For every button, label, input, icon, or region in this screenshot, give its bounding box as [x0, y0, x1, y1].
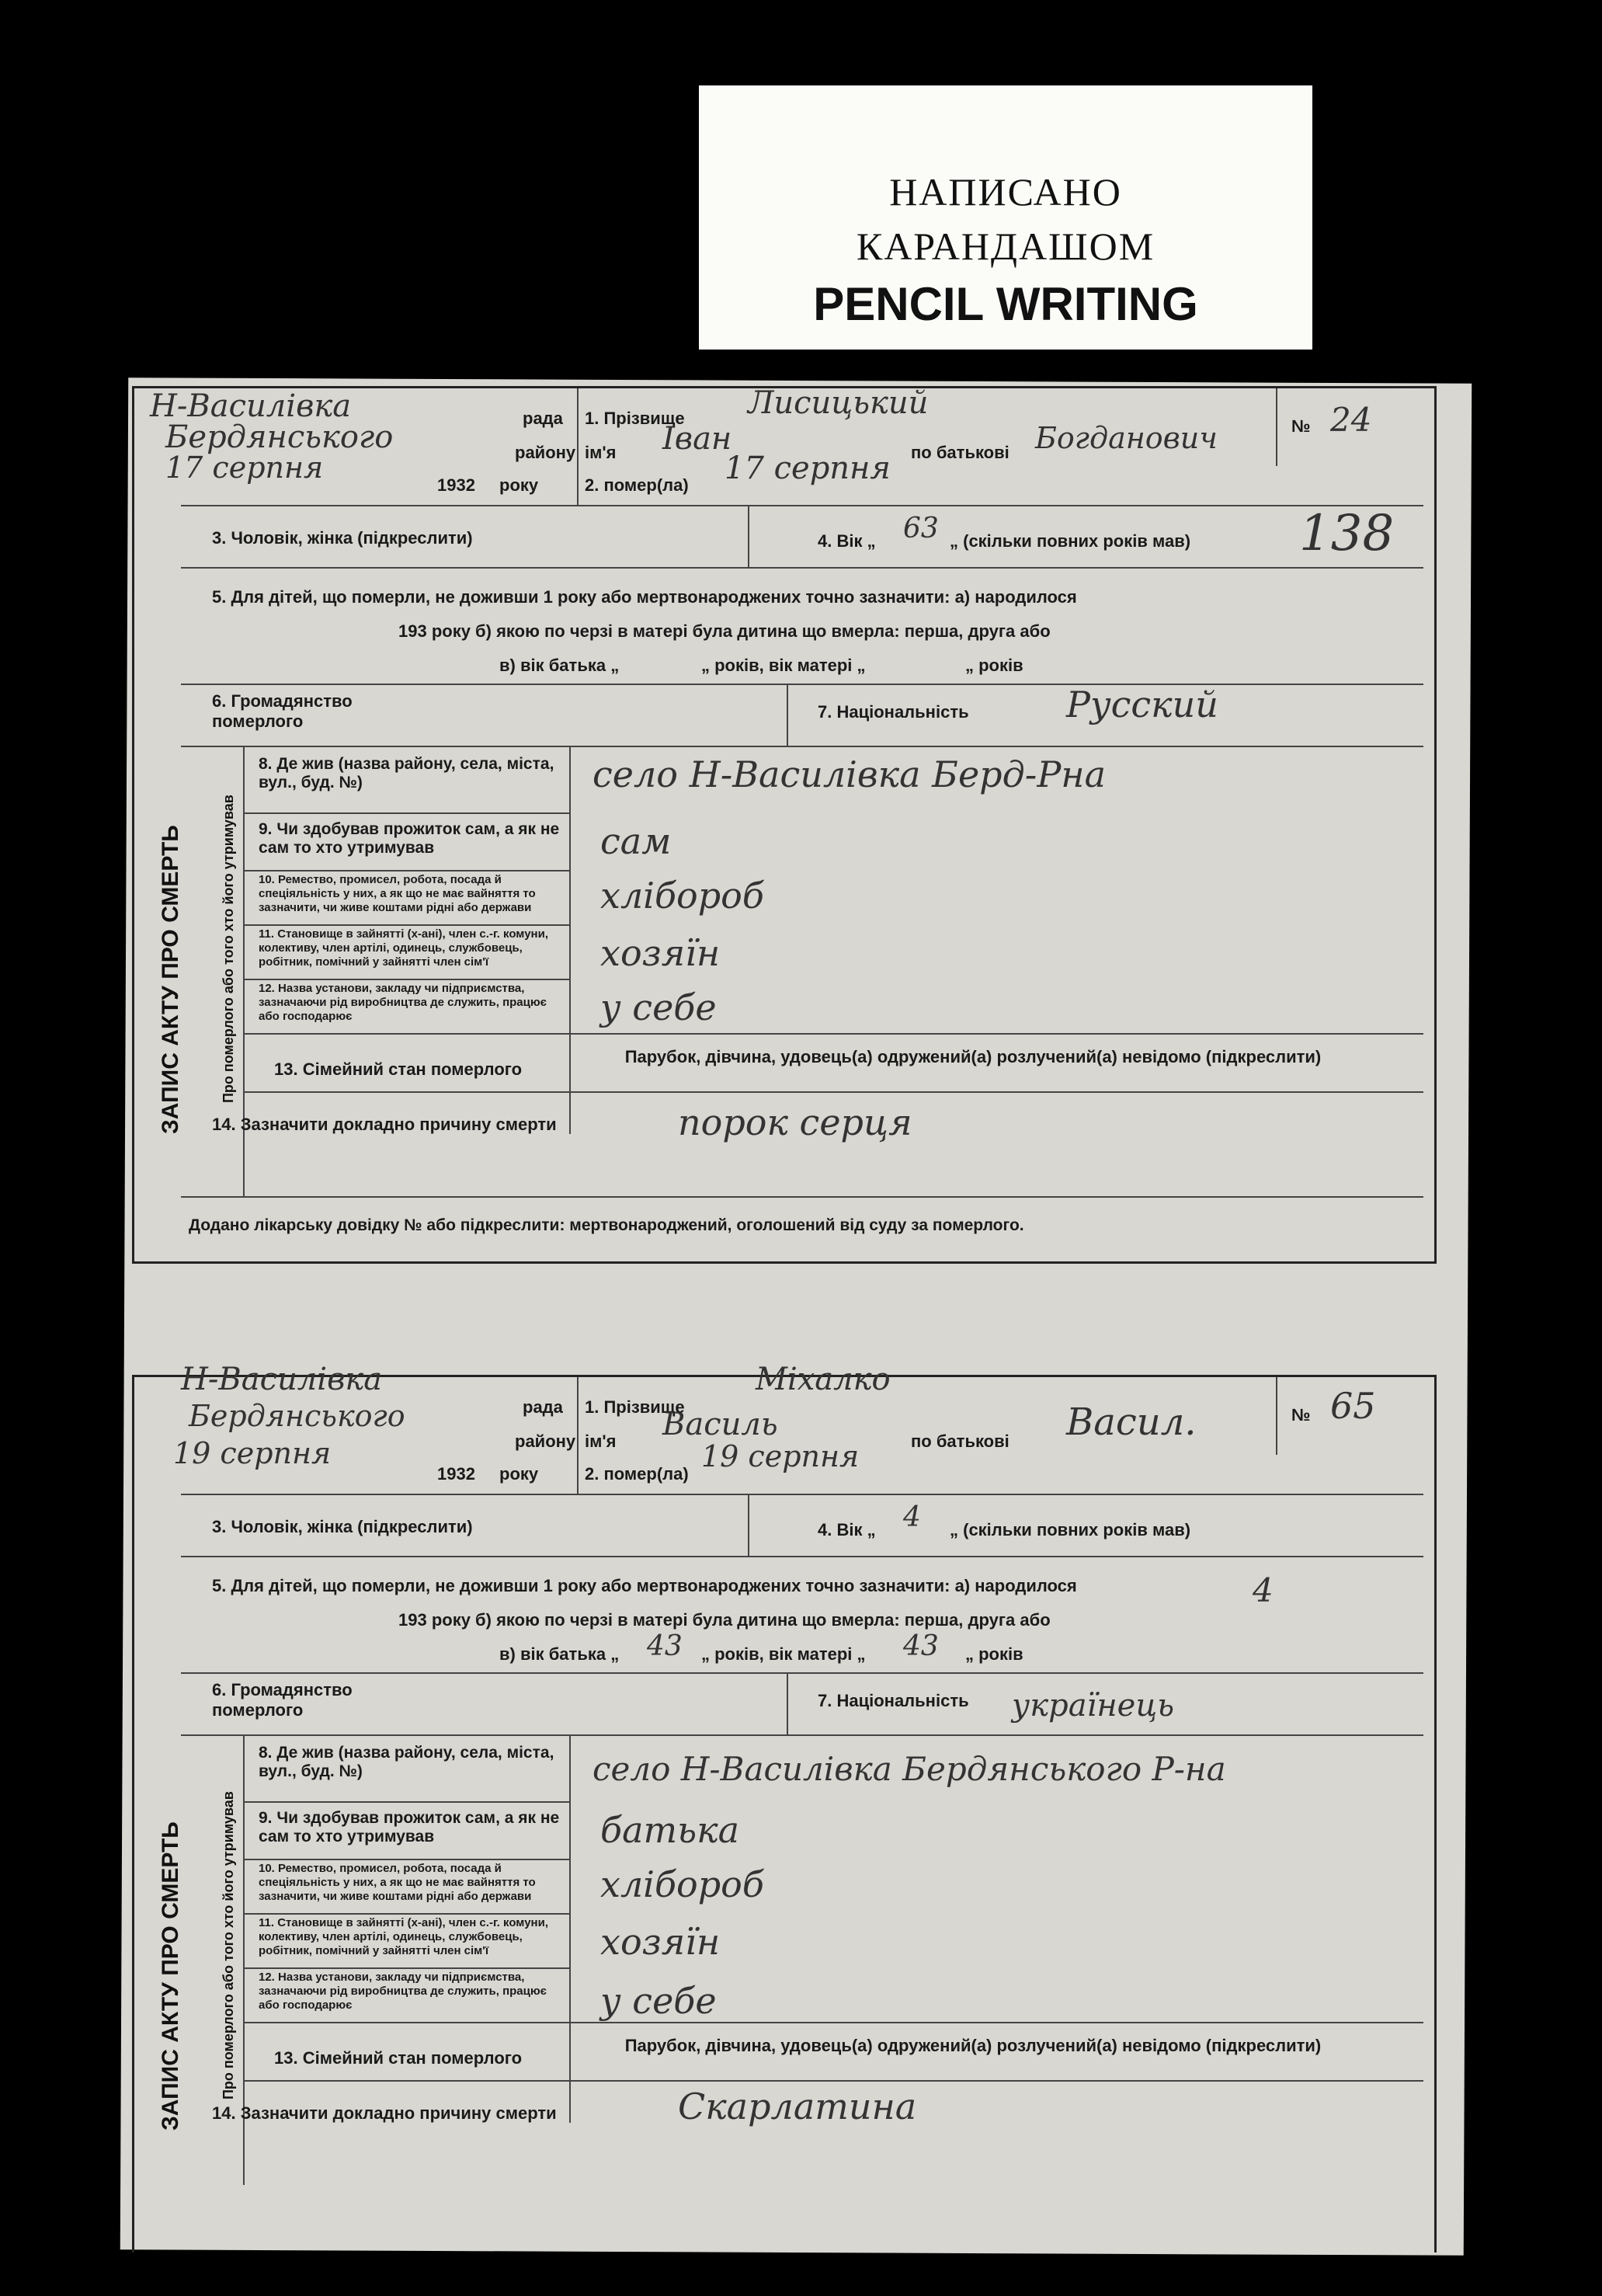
support-value: батька	[600, 1809, 740, 1851]
field5-line-b: 193 року б) якою по черзі в матері була дитина що вмерла: перша, друга або	[398, 621, 1051, 641]
nationality-value: українець	[1012, 1688, 1175, 1724]
cause-value: Скарлатина	[678, 2086, 917, 2127]
rada-label: рада	[523, 409, 563, 428]
patronymic-value: Богданович	[1035, 421, 1218, 455]
residence-value: село Н-Василівка Берд-Рна	[592, 753, 1107, 795]
dodano-text: Додано лікарську довідку № або підкреслити: мертвонароджений, оголошений від суду за померлого.	[189, 1216, 1024, 1234]
field7-label: 7. Національність	[818, 1691, 969, 1710]
cause-value: порок серця	[678, 1101, 912, 1143]
residence-value: село Н-Василівка Бердянського Р-на	[592, 1750, 1226, 1788]
field6-label: 6. Громадянство померлого	[212, 691, 353, 731]
note-line-2: КАРАНДАШОМ	[856, 224, 1155, 268]
field8-label: 8. Де жив (назва району, села, міста, вул., буд. №)	[259, 1744, 554, 1780]
position-value: хозяїн	[600, 932, 721, 974]
field12-label: 12. Назва установи, закладу чи підприємства, зазначаючи рід виробництва де служить, працює або господарює	[259, 982, 547, 1023]
field5-line-a: 5. Для дітей, що померли, не доживши 1 року або мертвонароджених точно зазначити: а) народилося	[212, 587, 1077, 607]
field13-options: Парубок, дівчина, удовець(а) одружений(а) розлучений(а) невідомо (підкреслити)	[624, 1047, 1322, 1066]
name-label: ім'я	[585, 443, 617, 462]
reg-date-value: 17 серпня	[165, 451, 324, 485]
surname-value: Лисицький	[748, 385, 929, 421]
patronymic-label: по батькові	[911, 443, 1010, 462]
number-label: №	[1291, 416, 1311, 436]
field14-label: 14. Зазначити докладно причину смерти	[212, 2103, 557, 2123]
death-record-form-1	[132, 386, 1437, 1264]
field10-label: 10. Ремество, промисел, робота, посада й спеціяльність у них, а як що не має вайняття то зазначити, чи живе коштами рідні або держави	[259, 1862, 536, 1903]
name-label: ім'я	[585, 1432, 617, 1451]
patronymic-value: Васил.	[1066, 1400, 1197, 1444]
field5-line-d: „ років, вік матері „	[701, 1644, 866, 1664]
surname-label: 1. Прізвище	[585, 1397, 685, 1417]
field12-label: 12. Назва установи, закладу чи підприємства, зазначаючи рід виробництва де служить, працює або господарює	[259, 1971, 547, 2012]
note-line-1: НАПИСАНО	[889, 170, 1122, 214]
order-value: 4	[1253, 1571, 1274, 1609]
surname-value: Міхалко	[756, 1362, 891, 1397]
occupation-value: хлібороб	[600, 875, 764, 917]
nationality-value: Русский	[1066, 684, 1218, 725]
note-line-3: PENCIL WRITING	[813, 278, 1198, 330]
field4-label-a: 4. Вік „	[818, 531, 876, 551]
number-label: №	[1291, 1405, 1311, 1425]
field10-label: 10. Ремество, промисел, робота, посада й спеціяльність у них, а як що не має вайняття то зазначити, чи живе коштами рідні або держави	[259, 873, 536, 914]
surname-label: 1. Прізвище	[585, 409, 685, 428]
field4-label-b: „ (скільки повних років мав)	[950, 531, 1191, 551]
field5-line-c: в) вік батька „	[499, 656, 620, 675]
field13-options: Парубок, дівчина, удовець(а) одружений(а) розлучений(а) невідомо (підкреслити)	[624, 2036, 1322, 2055]
died-label: 2. помер(ла)	[585, 475, 689, 495]
died-label: 2. помер(ла)	[585, 1464, 689, 1484]
field11-label: 11. Становище в зайнятті (х-ані), член с.-г. комуни, колективу, член артілі, одинець, службовець, робітник, помічний у зайнятті член сім'ї	[259, 1916, 548, 1957]
field5-line-c: в) вік батька „	[499, 1644, 620, 1664]
support-value: сам	[600, 820, 672, 862]
reg-year: 1932	[437, 1464, 475, 1484]
rada-value: Н-Василівка	[150, 388, 352, 424]
number-value: 24	[1330, 401, 1372, 439]
number-value: 65	[1330, 1385, 1376, 1427]
workplace-value: у себе	[600, 1980, 717, 2022]
occupation-value: хлібороб	[600, 1863, 764, 1905]
side-subtitle: Про померлого або того хто його утримував	[221, 795, 236, 1103]
field13-label: 13. Сімейний стан померлого	[274, 1059, 523, 1079]
mother-age-value: 43	[903, 1630, 939, 1662]
name-value: Іван	[662, 421, 732, 457]
reg-year: 1932	[437, 475, 475, 495]
field4-label-a: 4. Вік „	[818, 1520, 876, 1539]
rayonu-label: району	[515, 443, 576, 462]
field11-label: 11. Становище в зайнятті (х-ані), член с.-г. комуни, колективу, член артілі, одинець, службовець, робітник, помічний у зайнятті член сім'ї	[259, 927, 548, 969]
field5-line-e: „ років	[965, 1644, 1023, 1664]
field5-line-a: 5. Для дітей, що померли, не доживши 1 року або мертвонароджених точно зазначити: а) народилося	[212, 1576, 1077, 1595]
died-value: 19 серпня	[701, 1439, 860, 1473]
reg-date-value: 19 серпня	[173, 1436, 332, 1470]
corner-number: 138	[1299, 505, 1395, 562]
death-record-form-2	[132, 1362, 1437, 2253]
field4-label-b: „ (скільки повних років мав)	[950, 1520, 1191, 1539]
field9-label: 9. Чи здобував прожиток сам, а як не сам то хто утримував	[259, 820, 560, 857]
father-age-value: 43	[647, 1630, 683, 1662]
age-value: 63	[903, 513, 939, 544]
field13-label: 13. Сімейний стан померлого	[274, 2048, 523, 2068]
workplace-value: у себе	[600, 986, 717, 1028]
rayonu-value: Бердянського	[165, 419, 394, 455]
age-value: 4	[903, 1501, 921, 1533]
side-title: ЗАПИС АКТУ ПРО СМЕРТЬ	[158, 825, 183, 1134]
side-subtitle: Про померлого або того хто його утримував	[221, 1791, 236, 2099]
field3-label: 3. Чоловік, жінка (підкреслити)	[212, 528, 473, 548]
rada-label: рада	[523, 1397, 563, 1417]
name-value: Василь	[662, 1407, 778, 1442]
rada-value: Н-Василівка	[181, 1362, 383, 1397]
patronymic-label: по батькові	[911, 1432, 1010, 1451]
rayonu-value: Бердянського	[189, 1399, 405, 1433]
position-value: хозяїн	[600, 1921, 721, 1963]
field7-label: 7. Національність	[818, 702, 969, 722]
field3-label: 3. Чоловік, жінка (підкреслити)	[212, 1517, 473, 1536]
field8-label: 8. Де жив (назва району, села, міста, вул., буд. №)	[259, 755, 554, 791]
died-value: 17 серпня	[725, 451, 891, 486]
field5-line-d: „ років, вік матері „	[701, 656, 866, 675]
field5-line-b: 193 року б) якою по черзі в матері була дитина що вмерла: перша, друга або	[398, 1610, 1051, 1630]
field6-label: 6. Громадянство померлого	[212, 1680, 353, 1720]
roku-label: року	[499, 1464, 539, 1484]
field9-label: 9. Чи здобував прожиток сам, а як не сам то хто утримував	[259, 1809, 560, 1845]
field5-line-e: „ років	[965, 656, 1023, 675]
field14-label: 14. Зазначити докладно причину смерти	[212, 1115, 557, 1134]
rayonu-label: району	[515, 1432, 576, 1451]
side-title: ЗАПИС АКТУ ПРО СМЕРТЬ	[158, 1821, 183, 2131]
pencil-writing-note	[699, 85, 1312, 350]
roku-label: року	[499, 475, 539, 495]
